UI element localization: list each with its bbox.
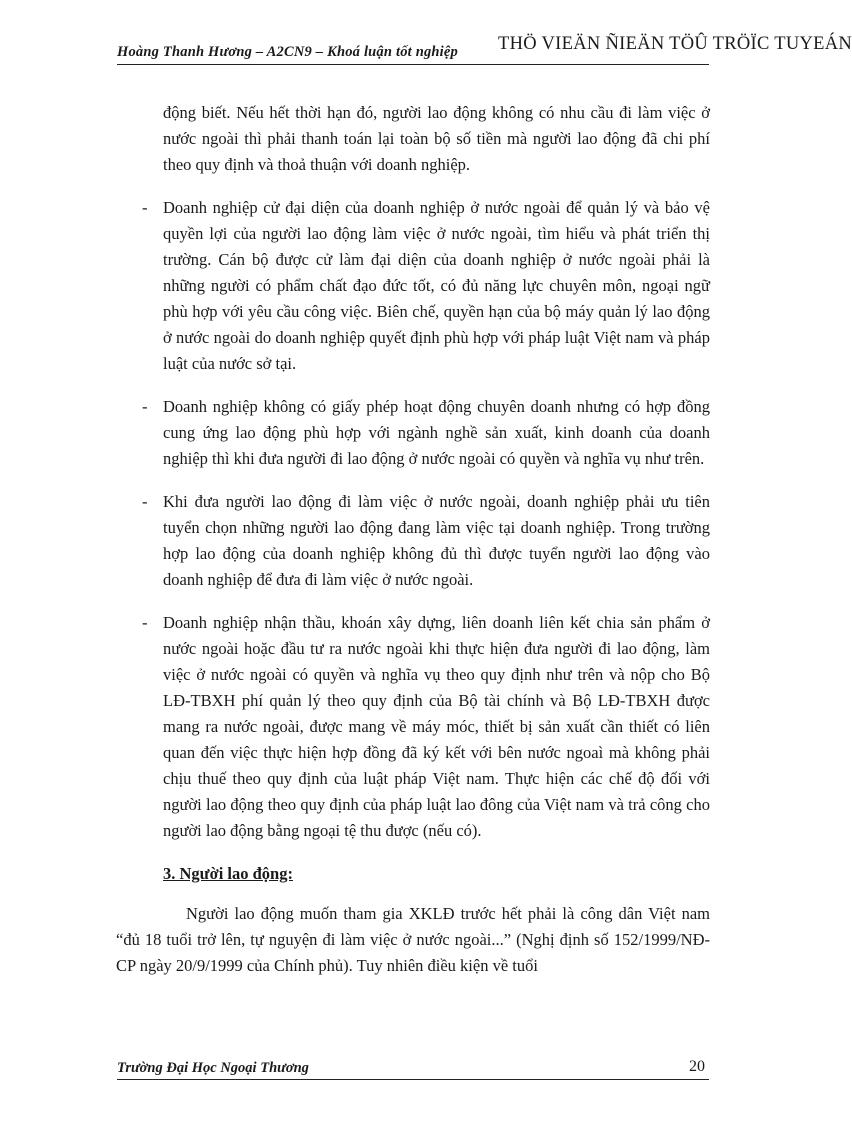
bullet-item [116, 489, 710, 593]
bullet-dash: - [142, 613, 148, 632]
bullet-dash: - [142, 198, 148, 217]
bullet-text: Doanh nghiệp không có giấy phép hoạt động chuyên doanh nhưng có hợp đồng cung ứng lao động phù hợp với ngành nghề sản xuất, kinh doanh của doanh nghiệp thì khi đưa người đi lao động ở nước ngoài có quyền và nghĩa vụ như trên. [163, 397, 710, 468]
footer-divider [117, 1079, 709, 1080]
running-header-author: Hoàng Thanh Hương – A2CN9 – Khoá luận tốt nghiệp [117, 44, 458, 60]
bullet-item [116, 195, 710, 377]
continued-paragraph: động biết. Nếu hết thời hạn đó, người lao động không có nhu cầu đi làm việc ở nước ngoài thì phải thanh toán lại toàn bộ số tiền mà người lao động đã chi phí theo quy định và thoả thuận với doanh nghiệp. [163, 103, 710, 174]
header-divider [117, 64, 709, 65]
bullet-item [116, 394, 710, 472]
page-number: 20 [689, 1058, 705, 1075]
running-header-library: THÖ VIEÄN ÑIEÄN TÖÛ TRÖÏC TUYEÁN [498, 34, 852, 54]
body-paragraph: Người lao động muốn tham gia XKLĐ trước hết phải là công dân Việt nam “đủ 18 tuổi trở lên, tự nguyện đi làm việc ở nước ngoài...” (Nghị định số 152/1999/NĐ-CP ngày 20/9/1999 của Chính phủ). Tuy nhiên điều kiện về tuổi [116, 904, 710, 975]
page-body [116, 100, 710, 979]
bullet-dash: - [142, 492, 148, 511]
bullet-dash: - [142, 397, 148, 416]
bullet-text: Doanh nghiệp cử đại diện của doanh nghiệp ở nước ngoài để quản lý và bảo vệ quyền lợi của người lao động làm việc ở nước ngoài, tìm hiểu và phát triển thị trường. Cán bộ được cử làm đại diện của doanh nghiệp ở nước ngoài phải là những người có phẩm chất đạo đức tốt, có đủ năng lực chuyên môn, ngoại ngữ phù hợp với yêu cầu công việc. Biên chế, quyền hạn của bộ máy quản lý lao động ở nước ngoài do doanh nghiệp quyết định phù hợp với pháp luật Việt nam và pháp luật của nước sở tại. [163, 198, 710, 373]
bullet-text: Doanh nghiệp nhận thầu, khoán xây dựng, liên doanh liên kết chia sản phẩm ở nước ngoài hoặc đầu tư ra nước ngoài khi thực hiện đưa người đi lao động, làm việc ở nước ngoài có quyền và nghĩa vụ theo quy định như trên và nộp cho Bộ LĐ-TBXH phí quản lý theo quy định của Bộ tài chính và Bộ LĐ-TBXH được mang ra nước ngoài, được mang về máy móc, thiết bị sản xuất cần thiết có liên quan đến việc thực hiện hợp đồng đã ký kết với bên nước ngoaì mà không phải chịu thuế theo quy định của luật pháp Việt nam. Thực hiện các chế độ đối với người lao động theo quy định của pháp luật lao đông của Việt nam và trả công cho người lao động bằng ngoại tệ thu được (nếu có). [163, 613, 710, 840]
bullet-item [116, 610, 710, 844]
bullet-text: Khi đưa người lao động đi làm việc ở nước ngoài, doanh nghiệp phải ưu tiên tuyển chọn những người lao động đang làm việc tại doanh nghiệp. Trong trường hợp lao động của doanh nghiệp không đủ thì được tuyển người lao động vào doanh nghiệp để đưa đi làm việc ở nước ngoài. [163, 492, 710, 589]
footer-school-name: Trường Đại Học Ngoại Thương [117, 1060, 309, 1076]
section-heading: 3. Người lao động: [163, 864, 293, 883]
